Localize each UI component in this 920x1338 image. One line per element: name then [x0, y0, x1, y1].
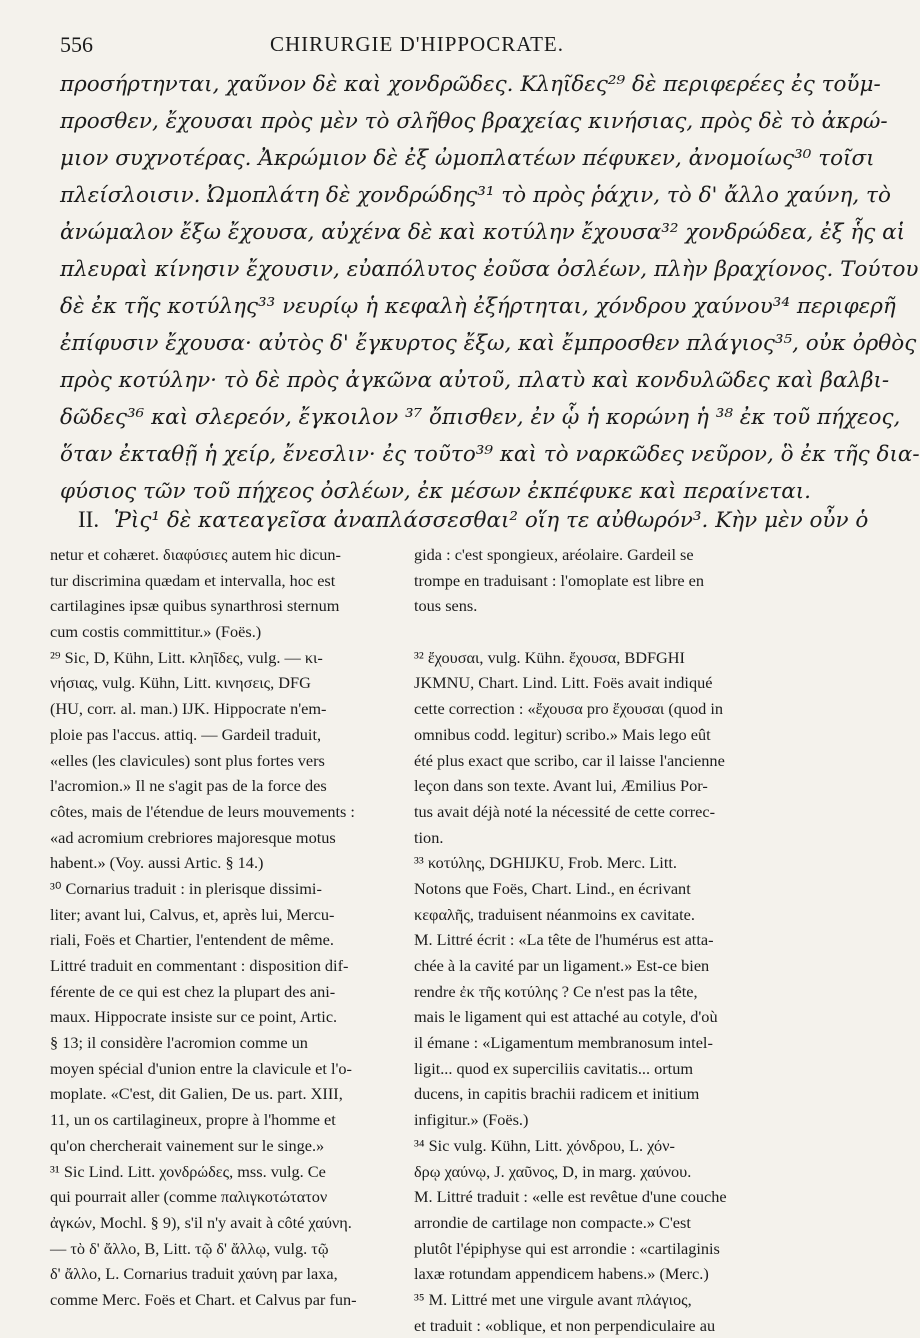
footnote-line: qu'on chercherait vainement sur le singe.» — [50, 1135, 325, 1155]
greek-text-line: πρὸς κοτύλην· τὸ δὲ πρὸς ἀγκῶνα αὐτοῦ, πλατὺ καὶ κονδυλῶδες καὶ βαλβι- — [60, 368, 890, 393]
footnote-line: cum costis committitur.» (Foës.) — [50, 622, 262, 642]
footnote-line: ³³ κοτύλης, DGHIJKU, Frob. Merc. Litt. — [414, 853, 677, 873]
footnote-line: ³⁰ Cornarius traduit : in plerisque dissimi- — [50, 878, 322, 898]
footnotes-right-column — [414, 542, 760, 1338]
footnote-line: ³¹ Sic Lind. Litt. χονδρώδες, mss. vulg. Ce — [50, 1161, 326, 1181]
footnote-line: tur discrimina quædam et intervalla, hoc est — [50, 570, 336, 590]
greek-text-line: φύσιος τῶν τοῦ πήχεος ὀσλέων, ἐκ μέσων ἐκπέφυκε καὶ περαίνεται. — [60, 479, 811, 504]
footnote-line: M. Littré écrit : «La tête de l'humérus est atta- — [414, 930, 714, 950]
greek-text-line: ὅταν ἐκταθῇ ἡ χείρ, ἔνεσλιν· ἐς τοῦτο³⁹ καὶ τὸ ναρκῶδες νεῦρον, ὃ ἐκ τῆς δια- — [60, 442, 920, 467]
greek-text-line: ἐπίφυσιν ἔχουσα· αὐτὸς δ' ἔγκυρτος ἔξω, καὶ ἔμπροσθεν πλάγιος³⁵, οὐκ ὀρθὸς — [60, 331, 917, 356]
footnote-line: laxæ rotundam appendicem habens.» (Merc.) — [414, 1264, 709, 1284]
page-number: 556 — [60, 32, 93, 57]
footnote-line — [414, 619, 760, 645]
footnote-line: 11, un os cartilagineux, propre à l'homme et — [50, 1110, 336, 1130]
greek-text-line: δὲ ἐκ τῆς κοτύλης³³ νευρίῳ ἡ κεφαλὴ ἐξήρτηται, χόνδρου χαύνου³⁴ περιφερῆ — [60, 294, 896, 319]
greek-text-line: ἀνώμαλον ἔξω ἔχουσα, αὐχένα δὲ καὶ κοτύλην ἔχουσα³² χονδρώδεα, ἐξ ἧς αἱ — [60, 220, 906, 245]
footnote-line: cette correction : «ἔχουσα pro ἔχουσαι (quod in — [414, 699, 724, 719]
footnote-line: «ad acromium crebriores majoresque motus — [50, 827, 336, 847]
footnote-line: comme Merc. Foës et Chart. et Calvus par fun- — [50, 1289, 357, 1309]
section-greek-text: Ῥὶς¹ δὲ κατεαγεῖσα ἀναπλάσσεσθαι² οἵη τε αὐθωρόν³. Κὴν μὲν οὖν ὁ — [113, 508, 869, 533]
footnote-line: § 13; il considère l'acromion comme un — [50, 1033, 308, 1053]
footnote-line: Notons que Foës, Chart. Lind., en écrivant — [414, 878, 691, 898]
footnote-line: férente de ce qui est chez la plupart des ani- — [50, 981, 336, 1001]
footnote-line: l'acromion.» Il ne s'agit pas de la force des — [50, 776, 327, 796]
footnote-line: trompe en traduisant : l'omoplate est libre en — [414, 570, 705, 590]
footnote-line: leçon dans son texte. Avant lui, Æmilius Por- — [414, 776, 708, 796]
footnote-line: JKMNU, Chart. Lind. Litt. Foës avait indiqué — [414, 673, 713, 693]
footnote-line: rendre ἐκ τῆς κοτύλης ? Ce n'est pas la tête, — [414, 981, 698, 1001]
greek-main-text — [60, 66, 920, 510]
footnote-line: (HU, corr. al. man.) IJK. Hippocrate n'em- — [50, 699, 327, 719]
greek-text-line: προσθεν, ἔχουσαι πρὸς μὲν τὸ σλῆθος βραχείας κινήσιας, πρὸς δὲ τὸ ἀκρώ- — [60, 109, 888, 134]
greek-text-line: δῶδες³⁶ καὶ σλερεόν, ἔγκοιλον ³⁷ ὄπισθεν, ἐν ᾧ ἡ κορώνη ἡ ³⁸ ἐκ τοῦ πήχεος, — [60, 405, 901, 430]
section-heading-line — [78, 500, 869, 540]
greek-text-line: μιον συχνοτέρας. Ἀκρώμιον δὲ ἐξ ὠμοπλατέων πέφυκεν, ἀνομοίως³⁰ τοῖσι — [60, 146, 875, 171]
footnote-line: chée à la cavité par un ligament.» Est-ce bien — [414, 956, 710, 975]
section-number: II. — [78, 507, 100, 532]
footnote-line: ducens, in capitis brachii radicem et initium — [414, 1084, 700, 1104]
footnote-line: ³⁴ Sic vulg. Kühn, Litt. χόνδρου, L. χόν- — [414, 1135, 675, 1155]
footnote-line: côtes, mais de l'étendue de leurs mouvements : — [50, 801, 355, 821]
greek-text-line: πλείσλοισιν. Ὠμοπλάτη δὲ χονδρώδης³¹ τὸ πρὸς ῥάχιν, τὸ δ' ἄλλο χαύνη, τὸ — [60, 183, 891, 208]
footnote-line: ἀγκών, Mochl. § 9), s'il n'y avait à côté χαύνη. — [50, 1212, 352, 1232]
footnote-line: infigitur.» (Foës.) — [414, 1110, 529, 1130]
footnote-line: Littré traduit en commentant : disposition dif- — [50, 956, 349, 975]
footnote-line: moplate. «C'est, dit Galien, De us. part. XIII, — [50, 1084, 343, 1104]
footnote-line: netur et cohæret. διαφύσιες autem hic dicun- — [50, 545, 341, 564]
footnote-line: liter; avant lui, Calvus, et, après lui, Mercu- — [50, 904, 335, 924]
footnotes-left-column — [50, 542, 382, 1313]
footnote-line: κεφαλῆς, traduisent néanmoins ex cavitate. — [414, 904, 695, 924]
footnote-line: il émane : «Ligamentum membranosum intel- — [414, 1033, 713, 1053]
footnote-line: mais le ligament qui est attaché au cotyle, d'où — [414, 1007, 718, 1027]
footnote-line: ³² ἔχουσαι, vulg. Kühn. ἔχουσα, BDFGHI — [414, 647, 685, 667]
footnote-line: νήσιας, vulg. Kühn, Litt. κινησεις, DFG — [50, 673, 311, 693]
footnote-line: été plus exact que scribo, car il laisse l'ancienne — [414, 750, 725, 770]
footnote-line: tous sens. — [414, 596, 478, 616]
greek-text-line: πλευραὶ κίνησιν ἔχουσιν, εὐαπόλυτος ἐοῦσα ὀσλέων, πλὴν βραχίονος. Τούτου — [60, 257, 919, 282]
footnote-line: omnibus codd. legitur) scribo.» Mais lego eût — [414, 724, 711, 744]
page-header — [60, 28, 770, 62]
footnote-line: cartilagines ipsæ quibus synarthrosi sternum — [50, 596, 340, 616]
footnote-line: et traduit : «oblique, et non perpendiculaire au — [414, 1315, 716, 1335]
footnote-line: plutôt l'épiphyse qui est arrondie : «cartilaginis — [414, 1238, 720, 1258]
footnote-line: tus avait déjà noté la nécessité de cette correc- — [414, 801, 716, 821]
greek-text-line: προσήρτηνται, χαῦνον δὲ καὶ χονδρῶδες. Κληῖδες²⁹ δὲ περιφερέες ἐς τοὔμ- — [60, 72, 881, 97]
footnote-line: arrondie de cartilage non compacte.» C'est — [414, 1212, 691, 1232]
footnote-line: moyen spécial d'union entre la clavicule et l'o- — [50, 1058, 352, 1078]
footnote-line: qui pourrait aller (comme παλιγκοτώτατον — [50, 1187, 328, 1207]
footnote-line: tion. — [414, 827, 444, 847]
footnote-line: — τὸ δ' ἄλλο, B, Litt. τῷ δ' ἄλλῳ, vulg. τῷ — [50, 1238, 329, 1258]
footnote-line: M. Littré traduit : «elle est revêtue d'une couche — [414, 1187, 727, 1207]
footnote-line: δρῳ χαύνῳ, J. χαῦνος, D, in marg. χαύνου. — [414, 1161, 692, 1181]
footnote-line: «elles (les clavicules) sont plus fortes vers — [50, 750, 325, 770]
footnote-line: ²⁹ Sic, D, Kühn, Litt. κληῖδες, vulg. — κι- — [50, 647, 323, 667]
footnote-line: habent.» (Voy. aussi Artic. § 14.) — [50, 853, 264, 873]
footnote-line: ³⁵ M. Littré met une virgule avant πλάγιος, — [414, 1289, 692, 1309]
footnote-line: ploie pas l'accus. attiq. — Gardeil traduit, — [50, 724, 322, 744]
footnote-line: ligit... quod ex superciliis cavitatis... ortum — [414, 1058, 693, 1078]
running-title: CHIRURGIE D'HIPPOCRATE. — [270, 32, 564, 56]
footnote-line: maux. Hippocrate insiste sur ce point, Artic. — [50, 1007, 338, 1027]
footnote-line: δ' ἄλλο, L. Cornarius traduit χαύνη par laxa, — [50, 1264, 338, 1284]
footnote-line: riali, Foës et Chartier, l'entendent de même. — [50, 930, 334, 950]
footnote-line: gida : c'est spongieux, aréolaire. Gardeil se — [414, 545, 694, 564]
